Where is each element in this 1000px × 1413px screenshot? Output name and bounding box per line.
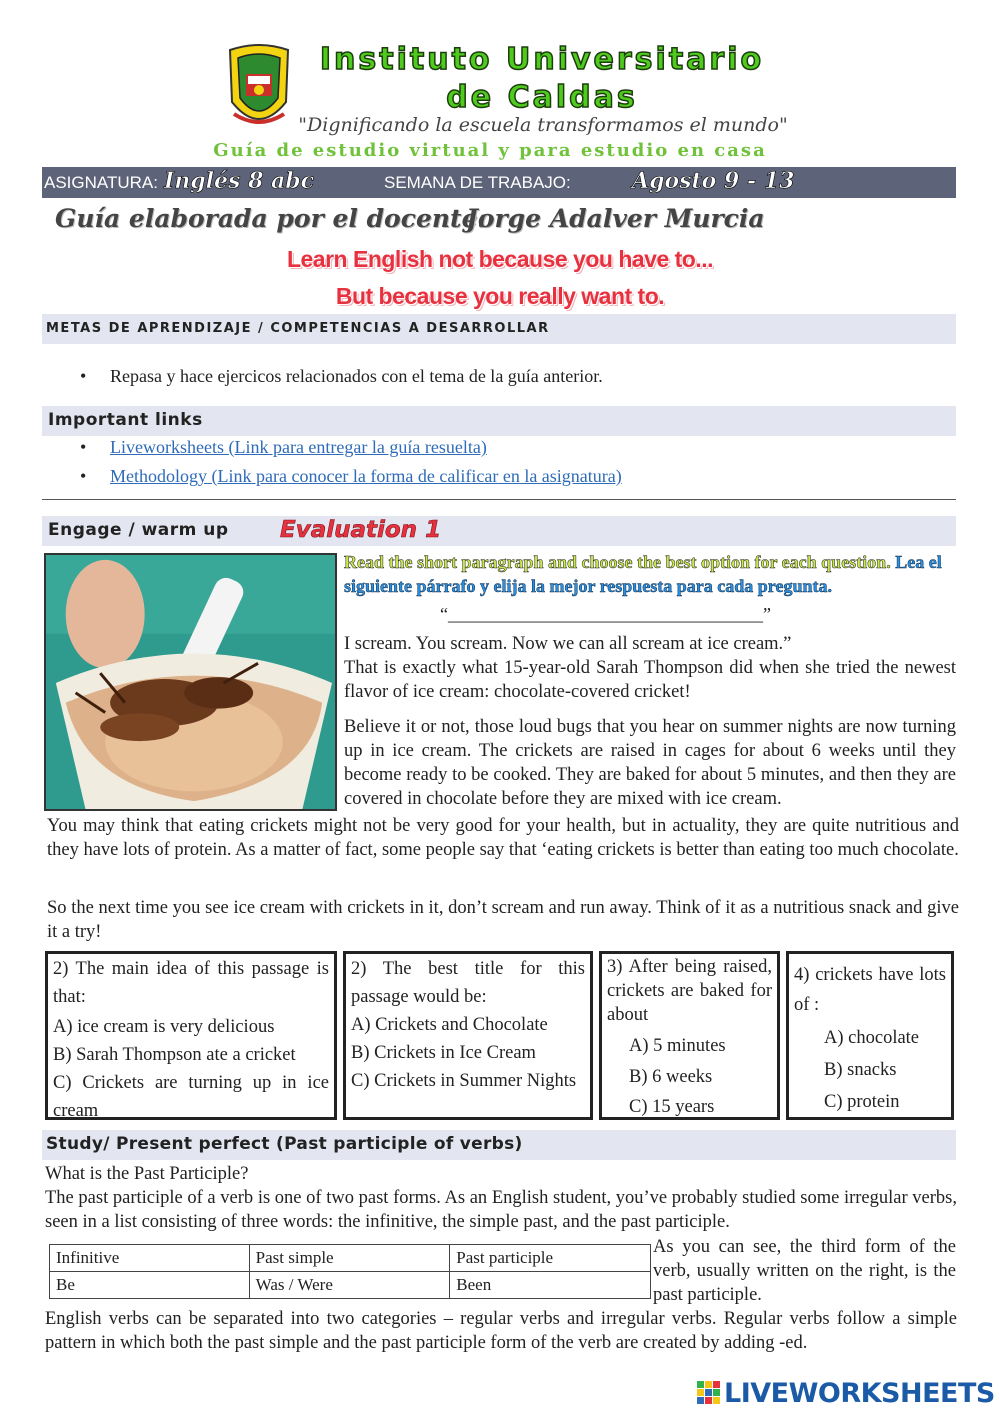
divider — [42, 499, 956, 500]
table-cell: Been — [450, 1272, 651, 1299]
table-header-cell: Past participle — [450, 1245, 651, 1272]
question-option[interactable]: B) Crickets in Ice Cream — [351, 1043, 536, 1063]
question-option[interactable]: C) Crickets are turning up in ice cream — [53, 1073, 329, 1121]
institution-name-line2: de Caldas — [446, 80, 638, 115]
table-header-cell: Past simple — [249, 1245, 450, 1272]
evaluation-title: Evaluation 1 — [280, 517, 442, 543]
question-box-4 — [786, 951, 954, 1120]
quote-line2: But because you really want to. — [335, 283, 665, 309]
table-cell: Be — [50, 1272, 250, 1299]
question-prompt: 2) The best title for this passage would be: — [351, 959, 585, 1007]
title-blank: “___________________________________” — [440, 604, 771, 624]
guide-subtitle: Guía de estudio virtual y para estudio en casa — [213, 140, 767, 161]
verb-forms-table — [49, 1244, 651, 1299]
subject-bar — [42, 167, 956, 198]
question-prompt: 2) The main idea of this passage is that: — [53, 959, 329, 1007]
metas-item-text: Repasa y hace ejercicos relacionados con el tema de la guía anterior. — [110, 366, 603, 386]
question-option[interactable]: A) Crickets and Chocolate — [351, 1015, 548, 1035]
liveworksheets-link[interactable]: Liveworksheets (Link para entregar la guía resuelta) — [110, 437, 487, 457]
institution-name-line1: Instituto Universitario — [319, 42, 765, 77]
study-closing: English verbs can be separated into two categories – regular verbs and irregular verbs. Regular verbs follow a simple pattern in which both the past simple and the past participle form of the verb are created by adding -ed. — [45, 1309, 957, 1353]
bullet-icon: • — [80, 437, 87, 457]
instruction-spanish: Lea el siguiente párrafo y elija la mejor respuesta para cada pregunta. — [344, 552, 942, 596]
table-row — [50, 1272, 651, 1299]
question-box-2 — [343, 951, 593, 1120]
week-value: Agosto 9 - 13 — [632, 168, 795, 194]
bullet-icon: • — [80, 466, 87, 486]
question-option[interactable]: B) 6 weeks — [629, 1067, 713, 1087]
liveworksheets-brand[interactable]: LIVEWORKSHEETS — [724, 1378, 995, 1409]
study-side-note: As you can see, the third form of the verb, usually written on the right, is the past participle. — [653, 1237, 956, 1305]
question-option[interactable]: B) snacks — [824, 1060, 897, 1080]
quote-line1: Learn English not because you have to... — [286, 246, 714, 272]
passage-paragraph-2: That is exactly what 15-year-old Sarah Thompson did when she tried the newest flavor of ice cream: chocolate-covered cricket! — [344, 658, 956, 702]
bullet-icon: • — [80, 366, 87, 386]
study-intro: The past participle of a verb is one of two past forms. As an English student, you’ve probably studied some irregular verbs, seen in a list consisting of three words: the infinitive, the simple past, and the past participle. — [45, 1188, 957, 1232]
study-heading: Study/ Present perfect (Past participle of verbs) — [42, 1130, 956, 1160]
subject-label: ASIGNATURA: — [44, 173, 158, 192]
passage-paragraph-1: I scream. You scream. Now we can all scream at ice cream.” — [344, 634, 792, 654]
question-option[interactable]: B) Sarah Thompson ate a cricket — [53, 1045, 296, 1065]
question-option[interactable]: C) protein — [824, 1092, 900, 1112]
question-prompt: 4) crickets have lots of : — [794, 965, 946, 1015]
motto: "Dignificando la escuela transformamos el mundo" — [298, 114, 788, 136]
exercise-instruction — [344, 550, 956, 598]
passage-paragraph-3: Believe it or not, those loud bugs that you hear on summer nights are now turning up in ice cream. The crickets are raised in cages for about 6 weeks until they become ready to be cooked. They are baked for about 5 minutes, and then they are covered in chocolate before they are mixed with ice cream. — [344, 717, 956, 809]
question-prompt: 3) After being raised, crickets are baked for about — [607, 957, 772, 1025]
link-item[interactable] — [80, 466, 622, 487]
instruction-english: Read the short paragraph and choose the best option for each question. — [344, 552, 891, 572]
links-heading: Important links — [42, 406, 956, 436]
question-option[interactable]: A) ice cream is very delicious — [53, 1017, 275, 1037]
question-option[interactable]: C) Crickets in Summer Nights — [351, 1071, 577, 1091]
metas-item — [80, 366, 603, 387]
teacher-label: Guía elaborada por el docente: — [55, 204, 487, 233]
week-label: SEMANA DE TRABAJO: — [384, 173, 571, 192]
question-option[interactable]: C) 15 years — [629, 1097, 715, 1117]
subject-value: Inglés 8 abc — [164, 168, 315, 194]
question-box-1 — [45, 951, 337, 1120]
table-header-row — [50, 1245, 651, 1272]
engage-heading: Engage / warm up — [42, 516, 956, 546]
metas-heading: METAS DE APRENDIZAJE / COMPETENCIAS A DESARROLLAR — [42, 314, 956, 344]
question-option[interactable]: A) chocolate — [824, 1028, 920, 1048]
table-header-cell: Infinitive — [50, 1245, 250, 1272]
methodology-link[interactable]: Methodology (Link para conocer la forma de calificar en la asignatura) — [110, 466, 622, 486]
study-question: What is the Past Participle? — [45, 1164, 249, 1184]
question-box-3 — [599, 951, 780, 1120]
table-cell: Was / Were — [249, 1272, 450, 1299]
teacher-name: Jorge Adalver Murcia — [466, 204, 765, 233]
passage-paragraph-4: You may think that eating crickets might not be very good for your health, but in actuality, they are quite nutritious and they have lots of protein. As a matter of fact, some people say that ‘eating crickets is better than eating too much chocolate. — [47, 816, 959, 860]
question-option[interactable]: A) 5 minutes — [629, 1036, 726, 1056]
school-crest-icon — [226, 44, 292, 136]
link-item[interactable] — [80, 437, 487, 458]
ice-cream-cricket-photo — [44, 553, 337, 811]
liveworksheets-logo-icon — [697, 1381, 721, 1405]
passage-paragraph-5: So the next time you see ice cream with crickets in it, don’t scream and run away. Think of it as a nutritious snack and give it a try! — [47, 898, 959, 942]
